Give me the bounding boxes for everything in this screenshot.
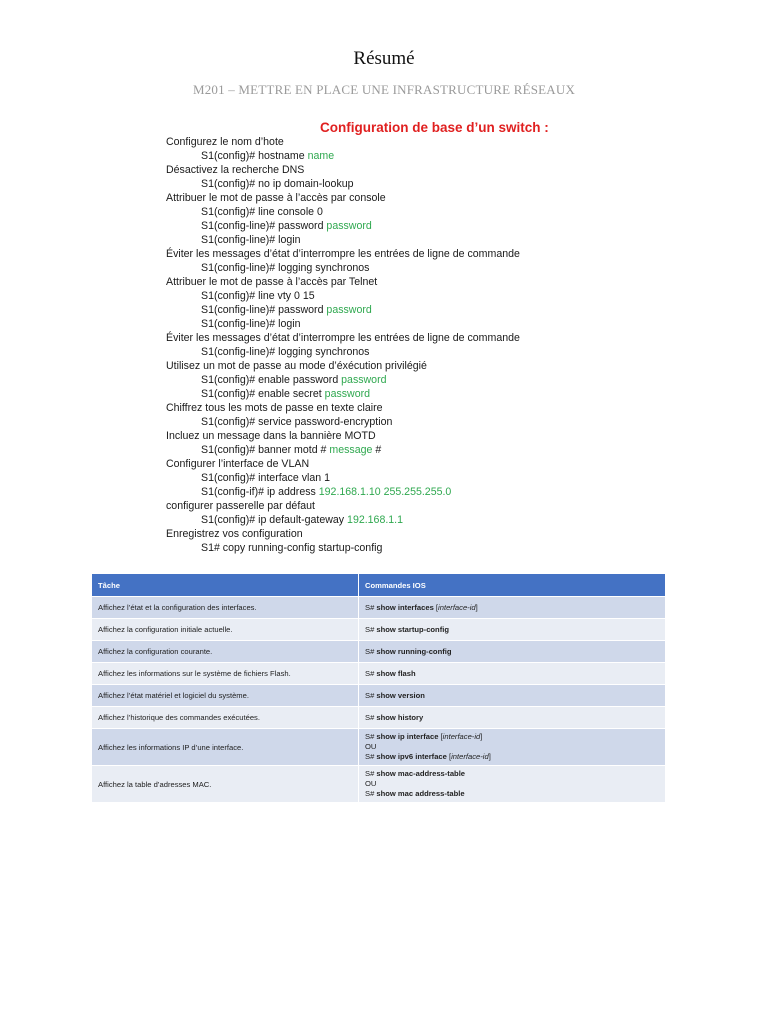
command-text: S# xyxy=(365,624,377,634)
table-row xyxy=(92,663,666,685)
config-line-text: Configurer l’interface de VLAN xyxy=(166,458,310,470)
command-cell xyxy=(359,707,666,729)
command-text: ] xyxy=(488,752,491,761)
command-text: S# xyxy=(365,602,377,612)
command-line xyxy=(365,713,659,723)
config-placeholder-value: password xyxy=(326,220,372,232)
command-cell xyxy=(359,641,666,663)
config-line-text: S1(config)# line console 0 xyxy=(201,206,323,218)
config-description-line xyxy=(166,359,686,373)
task-cell: Affichez la configuration initiale actuelle. xyxy=(92,619,359,641)
config-command-line xyxy=(166,219,686,233)
table-row xyxy=(92,685,666,707)
config-line-text: S1(config)# enable secret xyxy=(201,388,325,400)
command-line xyxy=(365,732,659,742)
task-cell: Affichez l’historique des commandes exécutées. xyxy=(92,707,359,729)
command-line xyxy=(365,603,659,613)
config-description-line xyxy=(166,275,686,289)
task-cell: Affichez les informations IP d’une interface. xyxy=(92,729,359,766)
config-line-text: Configurez le nom d’hote xyxy=(166,136,284,148)
config-placeholder-value: 192.168.1.1 xyxy=(347,514,404,526)
config-line-text: S1# copy running-config startup-config xyxy=(201,542,383,554)
config-command-line xyxy=(166,485,686,499)
command-text: S# xyxy=(365,769,377,778)
command-line xyxy=(365,769,659,779)
config-line-text: S1(config-line)# logging synchronos xyxy=(201,262,370,274)
config-line-text: Désactivez la recherche DNS xyxy=(166,164,305,176)
command-cell xyxy=(359,685,666,707)
command-cell xyxy=(359,619,666,641)
command-line xyxy=(365,669,659,679)
command-keyword: show mac-address-table xyxy=(376,769,466,778)
config-command-line xyxy=(166,471,686,485)
config-line-text: Attribuer le mot de passe à l’accès par Telnet xyxy=(166,276,378,288)
config-line-text: Utilisez un mot de passe au mode d’éxécution privilégié xyxy=(166,360,427,372)
command-cell xyxy=(359,597,666,619)
config-description-line xyxy=(166,527,686,541)
command-text: S# xyxy=(365,690,377,700)
config-description-line xyxy=(166,247,686,261)
command-text: [ xyxy=(446,752,452,761)
command-text: OU xyxy=(365,779,377,788)
command-keyword: show interfaces xyxy=(376,602,434,612)
config-line-text: S1(config)# service password-encryption xyxy=(201,416,393,428)
config-heading: Configuration de base d’un switch : xyxy=(320,120,549,135)
config-command-line xyxy=(166,177,686,191)
config-placeholder-value: 192.168.1.10 255.255.255.0 xyxy=(318,486,452,498)
command-cell xyxy=(359,663,666,685)
task-cell: Affichez les informations sur le système de fichiers Flash. xyxy=(92,663,359,685)
config-line-text: Éviter les messages d’état d’interrompre les entrées de ligne de commande xyxy=(166,248,520,260)
task-cell: Affichez la configuration courante. xyxy=(92,641,359,663)
header-task: Tâche xyxy=(92,574,359,597)
command-keyword: show flash xyxy=(376,668,416,678)
config-line-text: S1(config-line)# login xyxy=(201,318,301,330)
table-row xyxy=(92,707,666,729)
config-placeholder-value: password xyxy=(341,374,387,386)
config-description-line xyxy=(166,429,686,443)
command-text: S# xyxy=(365,668,377,678)
header-ios-commands: Commandes IOS xyxy=(359,574,666,597)
config-command-line xyxy=(166,317,686,331)
config-line-text: S1(config)# hostname xyxy=(201,150,308,162)
command-keyword: show version xyxy=(376,690,425,700)
config-line-text: Éviter les messages d’état d’interrompre les entrées de ligne de commande xyxy=(166,332,520,344)
config-command-line xyxy=(166,373,686,387)
command-keyword: show mac address-table xyxy=(376,789,465,798)
config-line-text: S1(config)# enable password xyxy=(201,374,342,386)
config-line-text: S1(config-line)# logging synchronos xyxy=(201,346,370,358)
command-text: S# xyxy=(365,752,377,761)
config-command-line xyxy=(166,303,686,317)
config-line-text: S1(config)# banner motd # xyxy=(201,444,330,456)
command-keyword: show running-config xyxy=(376,646,452,656)
config-command-line xyxy=(166,289,686,303)
config-line-text: S1(config-if)# ip address xyxy=(201,486,319,498)
config-line-text: S1(config)# interface vlan 1 xyxy=(201,472,330,484)
config-placeholder-value: name xyxy=(307,150,335,162)
command-text: OU xyxy=(365,742,377,751)
config-description-line xyxy=(166,163,686,177)
config-placeholder-value: message xyxy=(329,444,373,456)
command-line xyxy=(365,625,659,635)
config-line-text: configurer passerelle par défaut xyxy=(166,500,315,512)
task-cell: Affichez l’état matériel et logiciel du système. xyxy=(92,685,359,707)
config-description-line xyxy=(166,331,686,345)
page-title: Résumé xyxy=(353,48,415,69)
command-argument: interface-id xyxy=(442,732,481,741)
config-description-line xyxy=(166,457,686,471)
config-command-line xyxy=(166,387,686,401)
command-line xyxy=(365,789,659,799)
config-placeholder-value: password xyxy=(324,388,371,400)
command-keyword: show history xyxy=(376,712,424,722)
task-cell: Affichez la table d’adresses MAC. xyxy=(92,766,359,803)
config-line-text: S1(config-line)# login xyxy=(201,234,301,246)
table-row xyxy=(92,766,666,803)
command-text: [ xyxy=(433,602,439,612)
command-argument: interface-id xyxy=(451,752,489,761)
config-line-text: Chiffrez tous les mots de passe en texte claire xyxy=(166,402,383,414)
command-keyword: show startup-config xyxy=(376,624,449,634)
command-line xyxy=(365,742,659,752)
command-line xyxy=(365,647,659,657)
table-header-row xyxy=(92,574,666,597)
config-description-line xyxy=(166,401,686,415)
config-line-text: Enregistrez vos configuration xyxy=(166,528,303,540)
config-line-text: Incluez un message dans la bannière MOTD xyxy=(166,430,376,442)
config-placeholder-value: password xyxy=(326,304,372,316)
config-line-text: S1(config)# no ip domain-lookup xyxy=(201,178,354,190)
command-line xyxy=(365,752,659,762)
config-description-line xyxy=(166,499,686,513)
table-row xyxy=(92,597,666,619)
command-text: S# xyxy=(365,646,377,656)
command-text: S# xyxy=(365,789,377,798)
command-argument: interface-id xyxy=(438,602,476,612)
command-line xyxy=(365,779,659,789)
command-cell xyxy=(359,766,666,803)
config-description-line xyxy=(166,191,686,205)
page-subtitle: M201 – METTRE EN PLACE UNE INFRASTRUCTURE RÉSEAUX xyxy=(192,82,576,97)
config-command-line xyxy=(166,541,686,555)
ios-commands-table xyxy=(92,574,666,802)
table-row xyxy=(92,619,666,641)
command-text: [ xyxy=(438,732,443,741)
config-command-line xyxy=(166,233,686,247)
config-command-line xyxy=(166,345,686,359)
config-command-line xyxy=(166,205,686,219)
config-list xyxy=(166,135,686,555)
config-line-text: S1(config-line)# password xyxy=(201,220,327,232)
config-command-line xyxy=(166,261,686,275)
config-line-suffix: # xyxy=(372,444,382,456)
table-row xyxy=(92,641,666,663)
table-row xyxy=(92,729,666,766)
command-line xyxy=(365,691,659,701)
config-command-line xyxy=(166,513,686,527)
config-line-text: S1(config)# ip default-gateway xyxy=(201,514,348,526)
config-description-line xyxy=(166,135,686,149)
config-line-text: S1(config-line)# password xyxy=(201,304,327,316)
config-command-line xyxy=(166,149,686,163)
config-line-text: S1(config)# line vty 0 15 xyxy=(201,290,315,302)
config-command-line xyxy=(166,415,686,429)
config-line-text: Attribuer le mot de passe à l’accès par console xyxy=(166,192,386,204)
command-text: S# xyxy=(365,712,377,722)
command-keyword: show ipv6 interface xyxy=(376,752,447,761)
command-text: S# xyxy=(365,732,377,741)
command-text: ] xyxy=(475,602,478,612)
command-cell xyxy=(359,729,666,766)
command-text: ] xyxy=(480,732,483,741)
config-command-line xyxy=(166,443,686,457)
command-keyword: show ip interface xyxy=(376,732,439,741)
task-cell: Affichez l’état et la configuration des interfaces. xyxy=(92,597,359,619)
